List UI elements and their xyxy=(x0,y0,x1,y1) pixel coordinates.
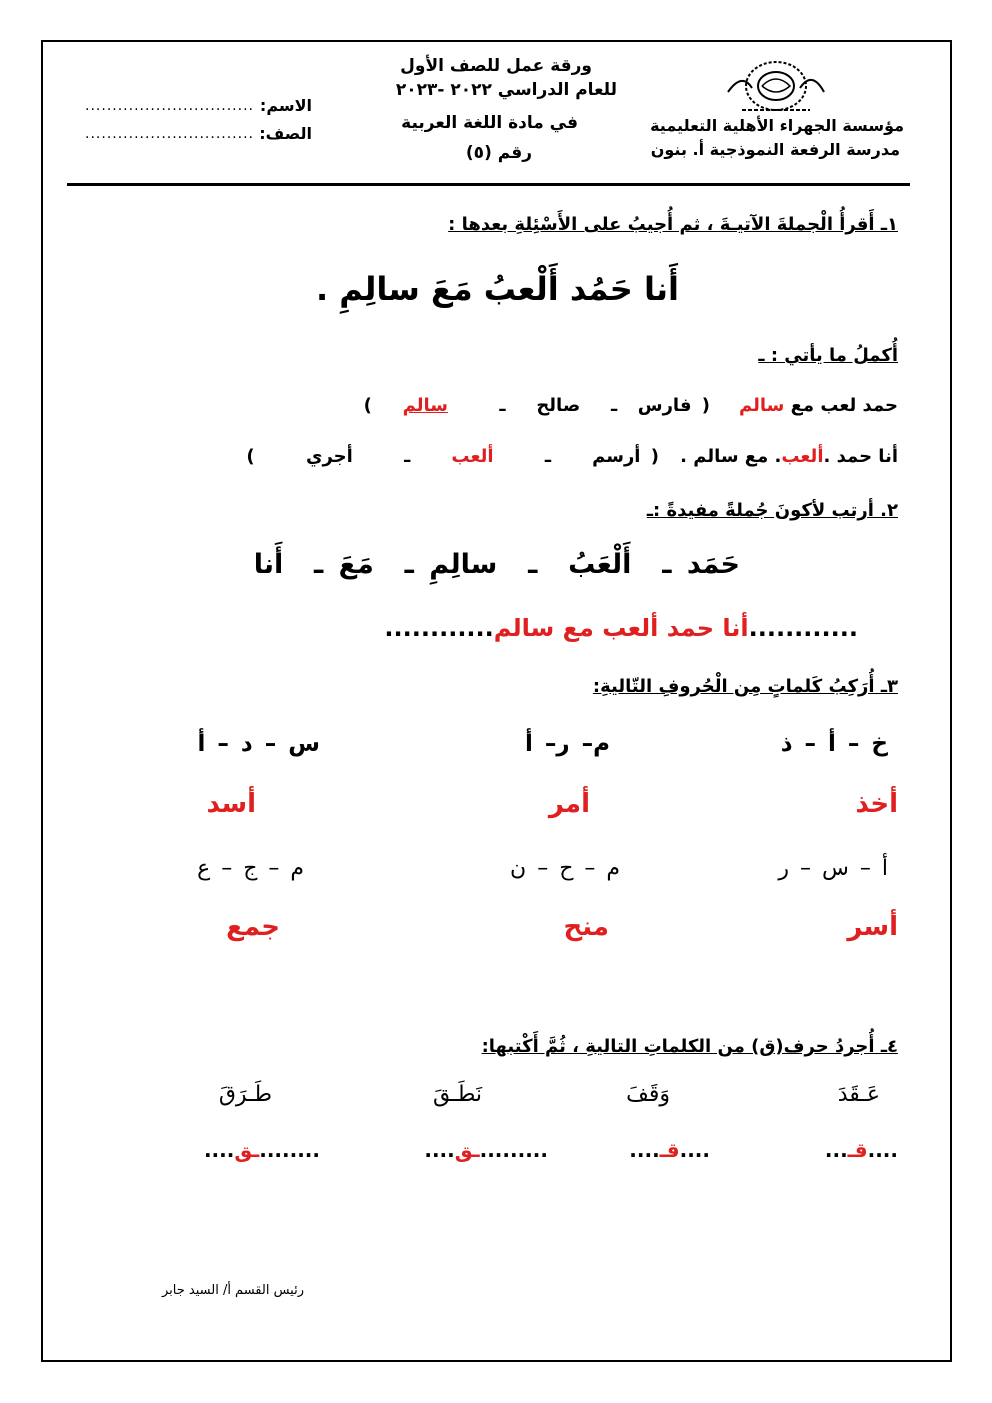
q4-word-3: نَطَـقَ xyxy=(433,1082,482,1107)
q4-word-4: طَـرَقَ xyxy=(218,1082,272,1107)
page-border xyxy=(41,40,952,1362)
q1-line1-opt-c: سالم xyxy=(402,395,449,416)
q4-answer-1 xyxy=(825,1138,898,1162)
q1-line1-opt-a: فارس xyxy=(637,395,692,416)
q3-answer-5[interactable]: منح xyxy=(563,912,609,942)
q1-line2-text-b: . مع سالم . xyxy=(680,446,782,467)
q4-letter[interactable]: ـق xyxy=(454,1138,480,1162)
q2-word: مَعَ xyxy=(338,549,374,580)
q4-heading: ٤ـ أُجردُ حرف(ق) من الكلماتِ التاليةِ ، ثُمَّ أَكْتبها: xyxy=(481,1036,898,1057)
q4-answer-2 xyxy=(629,1138,710,1162)
q1-line1-open: ( xyxy=(701,395,710,416)
q2-answer-line xyxy=(384,614,858,642)
q1-line2-close: ) xyxy=(246,446,255,467)
q1-sentence: أَنا حَمُد أَلْعبُ مَعَ سالِمِ . xyxy=(315,270,679,308)
school-name: مؤسسة الجهراء الأهلية التعليمية xyxy=(650,116,904,135)
q1-line1-answer[interactable]: سالم xyxy=(738,395,785,416)
q3-letters-4: أ – س – ر xyxy=(778,856,888,881)
q1-line1-options xyxy=(364,395,710,416)
class-field[interactable]: ............................... xyxy=(85,126,254,142)
q4-word-2: وَقَفَ xyxy=(626,1082,670,1107)
header-divider xyxy=(67,183,910,186)
q1-line2 xyxy=(680,446,898,467)
q3-letters-6: م – ج – ع xyxy=(197,856,304,881)
q4-dots-post: .... xyxy=(203,1138,235,1162)
q4-dots-pre: .... xyxy=(867,1138,898,1162)
q2-dots-after: ............ xyxy=(384,614,494,642)
q1-line1-dash-b: ـ xyxy=(499,395,506,416)
q1-line1-dash-a: ـ xyxy=(611,395,618,416)
q1-line2-answer[interactable]: ألعب xyxy=(781,446,824,467)
q4-answer-4 xyxy=(204,1138,320,1162)
q2-word: أَنا xyxy=(253,549,284,580)
q1-line2-opt-a: أرسم xyxy=(592,446,641,467)
q2-word: سالِمِ xyxy=(429,549,498,580)
q2-sep: ـ xyxy=(404,549,414,580)
q4-dots-pre: ........ xyxy=(259,1138,320,1162)
q2-dots-before: ............ xyxy=(748,614,858,642)
name-field[interactable]: ............................... xyxy=(85,98,254,114)
q3-answer-1[interactable]: أخذ xyxy=(855,789,898,819)
q1-complete-heading: أُكملُ ما يأتي : ـ xyxy=(758,345,898,366)
q1-line2-open: ( xyxy=(650,446,659,467)
q1-heading: ١ـ أَقرأُ الْجملةَ الآتيـةَ ، ثم أُجيبُ على الأَسْئِلةِ بعدها : xyxy=(448,214,898,235)
q2-words xyxy=(254,549,740,580)
q1-line1 xyxy=(739,395,898,416)
q1-line1-text: حمد لعب مع xyxy=(790,395,898,416)
q1-line2-dash-a: ـ xyxy=(544,446,552,467)
q1-line2-opt-b: ألعب xyxy=(451,446,494,467)
q3-letters-3: س – د – أ xyxy=(197,731,320,757)
q4-dots-post: .... xyxy=(629,1138,660,1162)
q4-letter[interactable]: قـ xyxy=(847,1138,868,1162)
q2-word: أَلْعَبُ xyxy=(568,549,632,580)
q4-dots-post: ... xyxy=(824,1138,848,1162)
q1-line1-opt-b: صالح xyxy=(536,395,581,416)
q3-answer-6[interactable]: جمع xyxy=(226,912,280,942)
q1-line2-opt-c: أجري xyxy=(305,446,353,467)
q4-word-1: عَـقَدَ xyxy=(837,1082,880,1107)
q3-heading: ٣ـ أُرَكِبُ كَلماتٍ مِن الْحُروفِ التّاليةِ: xyxy=(592,676,898,697)
q1-line2-options xyxy=(246,446,659,467)
q2-sep: ـ xyxy=(314,549,324,580)
q2-answer[interactable]: أنا حمد ألعب مع سالم xyxy=(493,614,749,642)
name-label: الاسم: xyxy=(259,96,312,115)
q2-heading: ٢. أرتب لأكونَ جُملةً مفيدةً :ـ xyxy=(646,500,898,521)
school-logo-icon xyxy=(722,52,830,118)
q1-line2-dash-b: ـ xyxy=(404,446,411,467)
header-title-2: للعام الدراسي ٢٠٢٢ -٢٠٢٣ xyxy=(395,80,617,100)
q4-dots-post: .... xyxy=(424,1138,455,1162)
q2-sep: ـ xyxy=(528,549,538,580)
q4-letter[interactable]: قـ xyxy=(659,1138,680,1162)
header-title-3: في مادة اللغة العربية xyxy=(401,113,578,133)
q3-answer-2[interactable]: أمر xyxy=(548,789,590,819)
q4-dots-pre: ......... xyxy=(479,1138,548,1162)
q3-answer-3[interactable]: أسد xyxy=(206,789,256,819)
q4-letter[interactable]: ـق xyxy=(234,1138,260,1162)
q1-line2-text-a: أنا حمد . xyxy=(823,446,898,467)
q3-letters-1: خ – أ – ذ xyxy=(780,731,888,757)
q4-answer-3 xyxy=(424,1138,548,1162)
header-title-1: ورقة عمل للصف الأول xyxy=(400,56,592,76)
q4-dots-pre: .... xyxy=(679,1138,710,1162)
q3-letters-2: م– ر– أ xyxy=(525,731,610,757)
header-title-4: رقم (٥) xyxy=(465,143,532,163)
q3-answer-4[interactable]: أسر xyxy=(847,912,898,942)
q2-word: حَمَد xyxy=(686,549,740,580)
class-label: الصف: xyxy=(259,124,312,143)
q3-letters-5: م – ح – ن xyxy=(510,856,620,881)
q2-sep: ـ xyxy=(662,549,672,580)
school-branch: مدرسة الرفعة النموذجية أ. بنون xyxy=(650,140,900,159)
q1-line1-close: ) xyxy=(363,395,372,416)
signature: رئيس القسم أ/ السيد جابر xyxy=(161,1283,304,1298)
